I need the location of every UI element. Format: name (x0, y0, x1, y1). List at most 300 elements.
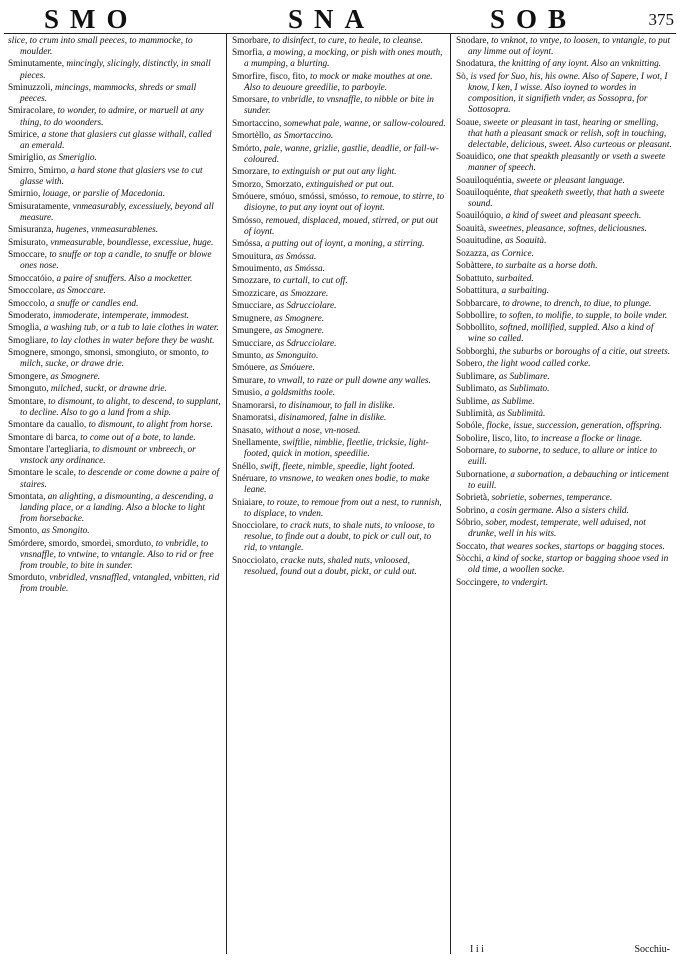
header-center-guide-word: SNA (288, 4, 376, 34)
entry-headword: Smorzare, (232, 167, 270, 178)
entry-headword: Smóssa, (232, 239, 263, 250)
entry-definition: sweete or pleasant in tast, hearing or smelling, that hath a pleasant smack or relish, soft in touching, delectable, delicious, sweet. Also curteous or pleasant. (468, 117, 672, 150)
dictionary-entry (8, 539, 222, 572)
dictionary-entry (456, 470, 672, 492)
dictionary-entry (456, 274, 672, 285)
entry-headword: Smorfire, fisco, fito, (232, 71, 308, 82)
entry-headword: Sóbrio, (456, 518, 484, 529)
dictionary-entry (456, 384, 672, 395)
entry-headword: Sublimità, (456, 409, 495, 420)
entry-headword: Smósso, (232, 215, 264, 226)
entry-headword: Sobattitura, (456, 286, 500, 297)
entry-headword: Smurare, (232, 375, 266, 386)
entry-definition: as Soauità. (505, 236, 547, 247)
entry-definition: a washing tub, or a tub to laie clothes in water. (43, 323, 219, 334)
entry-headword: Soauiloquéntia, (456, 175, 515, 186)
dictionary-entry (456, 211, 672, 222)
entry-definition: to curtall, to cut off. (273, 276, 348, 287)
page-number: 375 (648, 10, 674, 29)
entry-headword: Sobrietà, (456, 493, 490, 504)
entry-headword: Soauiloquénte, (456, 187, 512, 198)
dictionary-entry (456, 152, 672, 174)
entry-headword: Smóuere, (232, 363, 268, 374)
entry-definition: flocke, issue, succession, generation, offspring. (486, 421, 662, 432)
entry-headword: Smouitura, (232, 251, 274, 262)
dictionary-entry (8, 384, 222, 395)
entry-definition: remoued, displaced, moued, stirred, or put out of ioynt. (244, 215, 438, 237)
entry-definition: a mowing, a mocking, or pish with ones mouth, a mumping, a blurting. (244, 48, 443, 70)
dictionary-entry (232, 388, 446, 399)
dictionary-entry (232, 252, 446, 263)
dictionary-entry (232, 144, 446, 166)
entry-headword: Sobbollito, (456, 323, 498, 334)
dictionary-entry (8, 59, 222, 81)
entry-headword: Smirro, Smirno, (8, 165, 69, 176)
page-footer (0, 944, 680, 958)
dictionary-entry (456, 397, 672, 408)
dictionary-entry (232, 462, 446, 473)
entry-headword: Snéruare, (232, 474, 268, 485)
dictionary-entry (232, 119, 446, 130)
entry-headword: Smontata, (8, 491, 46, 502)
entry-definition: vnmeasurably, excessiuely, beyond all measure. (20, 201, 214, 223)
entry-definition: vnmeasurable, boundlesse, excessiue, huge. (50, 237, 214, 248)
entry-headword: Sobero, (456, 359, 485, 370)
dictionary-entry (456, 434, 672, 445)
dictionary-entry (456, 506, 672, 517)
dictionary-entry (232, 180, 446, 191)
entry-definition: to dismount or vnbreech, or vnstock any ordinance. (20, 444, 196, 467)
dictionary-entry (456, 299, 672, 310)
entry-headword: Smontare di barca, (8, 432, 78, 443)
entry-headword: Soauilóquio, (456, 211, 504, 222)
dictionary-entry (232, 264, 446, 275)
entry-headword: Smontare da cauallo, (8, 420, 87, 431)
entry-headword: Snodatura, (456, 59, 497, 70)
dictionary-entry (8, 225, 222, 236)
dictionary-entry (232, 95, 446, 117)
entry-definition: as Sdrucciolare. (275, 301, 337, 312)
dictionary-entry (232, 131, 446, 142)
entry-definition: as Smoccare. (56, 286, 106, 297)
entry-definition: as Smognere. (274, 313, 325, 324)
dictionary-entry (456, 224, 672, 235)
dictionary-entry (8, 250, 222, 272)
entry-definition: to wonder, to admire, or maruell at any thing, to do woonders. (20, 106, 204, 128)
entry-definition: hugenes, vnmeasurablenes. (56, 225, 159, 236)
entry-headword: Smoccare, (8, 250, 47, 261)
dictionary-entry (456, 36, 672, 58)
entry-headword: Smonguto, (8, 384, 49, 395)
entry-definition: a surbaiting. (501, 286, 549, 297)
dictionary-entry (456, 518, 672, 540)
entry-definition: as Cornice. (491, 248, 534, 259)
entry-definition: to suborne, to seduce, to allure or intice to euill. (468, 446, 658, 468)
dictionary-entry (8, 420, 222, 431)
entry-headword: Smoderato, (8, 310, 51, 321)
entry-definition: sweete or pleasant language. (516, 175, 625, 186)
entry-definition: to milch, sucke, or drawe drie. (20, 348, 209, 370)
dictionary-entry (456, 118, 672, 151)
dictionary-entry (456, 554, 672, 576)
entry-definition: a putting out of ioynt, a moning, a stirring. (265, 239, 425, 250)
dictionary-entry (456, 446, 672, 468)
dictionary-entry (8, 274, 222, 285)
entry-headword: Smoccatóio, (8, 273, 55, 284)
dictionary-entry (8, 573, 222, 595)
entry-headword: Sminuzzoli, (8, 82, 53, 93)
entry-headword: Sobrino, (456, 505, 488, 516)
dictionary-entry (8, 492, 222, 525)
catchword: Socchiu- (634, 944, 670, 955)
entry-definition: to disinamour, to fall in dislike. (279, 400, 395, 411)
entry-definition: as Smóssa. (275, 251, 317, 262)
dictionary-entry (232, 363, 446, 374)
entry-headword: Soauità, (456, 223, 487, 234)
entry-headword: Sublimare, (456, 371, 497, 382)
entry-headword: Smogliare, (8, 335, 49, 346)
entry-headword: Smoccolo, (8, 298, 48, 309)
dictionary-entry (232, 289, 446, 300)
entry-definition: cracke nuts, shaled nuts, vnloosed, resolued, found out a doubt, pickt, or culd out. (244, 555, 417, 577)
dictionary-column-1 (8, 36, 222, 942)
entry-definition: as Smozzare. (280, 288, 329, 299)
entry-headword: Smusio, (232, 388, 263, 399)
dictionary-entry (232, 326, 446, 337)
entry-headword: Sobborghi, (456, 346, 497, 357)
entry-definition: a hard stone that glasiers vse to cut glasse with. (20, 165, 203, 187)
entry-headword: Smisurato, (8, 237, 49, 248)
entry-headword: Smognere, smongo, smonsi, smongiuto, or smonto, (8, 348, 200, 359)
dictionary-entry (232, 474, 446, 496)
entry-definition: to drowne, to drench, to diue, to plunge. (502, 298, 652, 309)
dictionary-entry (8, 336, 222, 347)
dictionary-entry (8, 202, 222, 224)
entry-definition: somewhat pale, wanne, or sallow-coloured. (283, 118, 446, 129)
dictionary-entry (456, 359, 672, 370)
entry-definition: as Smognere. (50, 371, 101, 382)
entry-definition: to dismount, to alight from horse. (88, 420, 213, 431)
entry-headword: Smisuranza, (8, 225, 54, 236)
entry-headword: Snocciolare, (232, 520, 279, 531)
entry-definition: softned, mollified, suppled. Also a kind of wine so called. (468, 323, 654, 345)
entry-definition: a snuffe or candles end. (49, 298, 139, 309)
entry-definition: is vsed for Suo, his, his owne. Also of Sapere, I wot, I know, I ken, I wisse. Also ioyned to wordes in composition, it signifieth vnder, as Sossopra, for Sottosopra. (468, 71, 668, 116)
dictionary-entry (8, 445, 222, 467)
dictionary-entry (456, 493, 672, 504)
entry-headword: Snellamente, (232, 438, 281, 449)
dictionary-entry (8, 299, 222, 310)
dictionary-entry (8, 468, 222, 490)
entry-definition: mincings, mammocks, shreds or small peeces. (20, 82, 197, 105)
dictionary-entry (232, 401, 446, 412)
entry-definition: vnbridled, vnsnaffled, vntangled, vnbitten, rid from trouble. (20, 573, 220, 595)
entry-headword: Smongere, (8, 371, 49, 382)
entry-headword: Smorfia, (232, 48, 265, 59)
dictionary-entry (232, 167, 446, 178)
entry-definition: without a nose, vn-nosed. (265, 425, 361, 436)
entry-headword: Smoccolare, (8, 286, 55, 297)
header-right-guide-word: SOB (490, 4, 578, 34)
dictionary-entry (8, 36, 222, 58)
entry-definition: to lay clothes in water before they be washt. (50, 335, 215, 346)
entry-headword: Soccingere, (456, 577, 500, 588)
dictionary-entry (232, 239, 446, 250)
entry-definition: the knitting of any ioynt. Also an vnknitting. (498, 59, 662, 70)
entry-headword: Smontare l'artegliaria, (8, 444, 91, 455)
entry-definition: an alighting, a dismounting, a descending, a landing place, or a landing. Also a blocke to light from horsebacke. (20, 491, 214, 525)
entry-headword: Smórto, (232, 143, 262, 154)
dictionary-entry (8, 130, 222, 152)
entry-definition: milched, suckt, or drawne drie. (50, 384, 167, 395)
entry-definition: a kind of socke, startop or bagging shooe vsed in old time, a woollen socke. (468, 554, 669, 576)
entry-headword: Smiracolare, (8, 106, 56, 117)
dictionary-entry (456, 249, 672, 260)
dictionary-entry (456, 409, 672, 420)
dictionary-entry (232, 301, 446, 312)
entry-headword: Sminutamente, (8, 59, 65, 70)
entry-headword: Smucciare, (232, 301, 274, 312)
dictionary-entry (8, 526, 222, 537)
dictionary-entry (232, 498, 446, 520)
entry-definition: to vnsnowe, to weaken ones bodie, to make leane. (244, 474, 430, 496)
entry-headword: Sò, (456, 71, 469, 82)
entry-definition: sobrietie, sobernes, temperance. (491, 493, 613, 504)
entry-headword: Soauitudine, (456, 236, 503, 247)
entry-definition: a goldsmiths toole. (264, 388, 336, 399)
entry-definition: to dismount, to alight, to descend, to supplant, to decline. Also to go a land from a ship. (20, 396, 221, 418)
dictionary-entry (8, 433, 222, 444)
column-divider-2 (450, 34, 451, 954)
entry-definition: to extinguish or put out any light. (272, 167, 397, 178)
dictionary-entry (456, 347, 672, 358)
dictionary-entry (8, 83, 222, 105)
dictionary-entry (232, 192, 446, 214)
signature-mark: I i i (470, 944, 484, 955)
dictionary-entry (232, 426, 446, 437)
entry-headword: Snéllo, (232, 461, 259, 472)
entry-headword: Sobornare, (456, 446, 497, 457)
entry-headword: Smozzicare, (232, 288, 278, 299)
entry-definition: one that speakth pleasantly or vseth a sweete manner of speech. (468, 152, 666, 174)
dictionary-entry (8, 311, 222, 322)
entry-definition: to rouze, to remoue from out a nest, to runnish, to displace, to vnden. (244, 497, 442, 519)
dictionary-entry (456, 542, 672, 553)
dictionary-entry (232, 438, 446, 460)
dictionary-entry (232, 216, 446, 238)
entry-definition: as Smonguito. (265, 351, 319, 362)
entry-headword: Smontare le scale, (8, 468, 76, 479)
entry-headword: Sòcchi, (456, 554, 484, 565)
entry-definition: extinguished or put out. (305, 179, 395, 190)
dictionary-entry (232, 351, 446, 362)
entry-definition: to soften, to molifie, to supple, to boile vnder. (499, 310, 668, 321)
entry-headword: Smungere, (232, 326, 273, 337)
entry-definition: mincingly, slicingly, distinctly, in small pieces. (20, 59, 211, 81)
entry-definition: to increase a flocke or linage. (531, 433, 643, 444)
dictionary-entry (8, 286, 222, 297)
dictionary-entry (232, 276, 446, 287)
entry-definition: as Smóuere. (269, 363, 315, 374)
column-divider-1 (226, 34, 227, 954)
entry-definition: the light wood called corke. (487, 359, 591, 370)
dictionary-entry (456, 286, 672, 297)
entry-definition: to come out of a bote, to lande. (80, 432, 196, 443)
entry-definition: a paire of snuffers. Also a mocketter. (56, 273, 193, 284)
entry-definition: disinamored, falne in dislike. (278, 413, 387, 424)
entry-definition: louage, or parslie of Macedonia. (42, 189, 166, 200)
entry-definition: the suburbs or boroughs of a citie, out streets. (499, 346, 671, 357)
entry-headword: Smortèllo, (232, 131, 271, 142)
entry-definition: as Sublimare. (498, 371, 550, 382)
entry-definition: to vndergirt. (501, 577, 549, 588)
entry-headword: Sobolire, lisco, lito, (456, 433, 530, 444)
dictionary-entry (456, 261, 672, 272)
dictionary-entry (232, 72, 446, 94)
dictionary-entry (232, 36, 446, 47)
entry-headword: Smirnio, (8, 189, 41, 200)
entry-headword: Smunto, (232, 351, 264, 362)
entry-definition: pale, wanne, grizlie, gastlie, deadlie, or fall-w-coloured. (244, 143, 439, 165)
dictionary-entry (456, 59, 672, 70)
dictionary-entry (232, 521, 446, 554)
entry-headword: Smorbare, (232, 36, 271, 46)
dictionary-entry (232, 339, 446, 350)
entry-headword: Snamorarsi, (232, 400, 277, 411)
entry-definition: to vnbridle, to vnsnaffle, to nibble or bite in sunder. (244, 95, 434, 117)
dictionary-entry (232, 314, 446, 325)
dictionary-entry (8, 153, 222, 164)
entry-headword: Sniaiare, (232, 497, 265, 508)
entry-definition: swiftlie, nimblie, fleetlie, tricksie, light-footed, quick in motion, speedilie. (244, 438, 429, 460)
entry-definition: swift, fleete, nimble, speedie, light footed. (260, 461, 415, 472)
dictionary-entry (456, 72, 672, 116)
dictionary-column-2 (232, 36, 446, 942)
dictionary-entry (456, 188, 672, 210)
entry-headword: Snasato, (232, 425, 264, 436)
entry-definition: to vnknot, to vntye, to loosen, to vntangle, to put any limme out of ioynt. (468, 36, 671, 58)
entry-headword: Smorsare, (232, 95, 270, 106)
entry-headword: Smórdere, smordo, smordei, smorduto, (8, 538, 154, 549)
entry-definition: as Smognere. (274, 326, 325, 337)
entry-definition: a cosin germane. Also a sisters child. (490, 505, 629, 516)
entry-definition: as Smongito. (41, 526, 90, 537)
dictionary-entry (8, 106, 222, 128)
entry-definition: a stone that glasiers cut glasse withall, called an emerald. (20, 129, 212, 151)
entry-definition: a kind of sweet and pleasant speech. (505, 211, 642, 222)
entry-headword: Smoglia, (8, 323, 42, 334)
dictionary-entry (8, 166, 222, 188)
dictionary-entry (456, 323, 672, 345)
entry-headword: Sobóle, (456, 421, 485, 432)
entry-definition: to crack nuts, to shale nuts, to vnloose, to resolue, to finde out a doubt, to pick or cull out, to rid, to vntangle. (244, 520, 435, 554)
entry-definition: a subornation, a debauching or inticement to euill. (468, 469, 669, 491)
entry-definition: immoderate, intemperate, immodest. (52, 310, 190, 321)
entry-headword: Sozazza, (456, 248, 489, 259)
entry-definition: that speaketh sweetly, that hath a sweete sound. (468, 187, 665, 209)
entry-headword: Sublime, (456, 396, 490, 407)
dictionary-entry (8, 238, 222, 249)
dictionary-entry (456, 372, 672, 383)
entry-definition: as Smóssa. (284, 263, 325, 274)
entry-definition: to disinfect, to cure, to heale, to cleanse. (272, 36, 423, 46)
entry-definition: that weares sockes, startops or bagging stoces. (490, 541, 665, 552)
dictionary-entry (456, 578, 672, 589)
dictionary-entry (456, 311, 672, 322)
entry-headword: Smisuratamente, (8, 201, 71, 212)
dictionary-column-3 (456, 36, 672, 942)
entry-headword: Smirice, (8, 129, 40, 140)
entry-headword: Smontare, (8, 396, 46, 407)
header-rule (4, 33, 676, 34)
running-header (0, 4, 680, 34)
dictionary-entry (232, 48, 446, 70)
entry-definition: as Smortaccino. (273, 131, 334, 142)
entry-definition: sweetnes, pleasance, softnes, deliciousnes. (488, 223, 647, 234)
dictionary-entry (8, 397, 222, 419)
dictionary-entry (456, 421, 672, 432)
dictionary-entry (456, 236, 672, 247)
entry-headword: Sobattuto, (456, 273, 494, 284)
dictionary-entry (8, 348, 222, 370)
entry-definition: to vnwall, to raze or pull downe any walles. (268, 375, 431, 386)
dictionary-entry (232, 556, 446, 578)
entry-headword: Soccato, (456, 541, 488, 552)
entry-definition: to mock or make mouthes at one. Also to deuoure greedilie, to parboyle. (244, 71, 433, 93)
entry-headword: Smiriglio, (8, 153, 46, 164)
entry-headword: Soauidico, (456, 152, 496, 163)
entry-headword: Sobàttere, (456, 261, 494, 272)
entry-definition: to remoue, to stirre, to disioyne, to put any ioynt out of ioynt. (244, 192, 445, 214)
entry-headword: Smóuere, smóuo, smóssi, smósso, (232, 192, 359, 203)
entry-headword: Subornatione, (456, 469, 508, 480)
entry-headword: Smorduto, (8, 573, 47, 584)
entry-definition: slice, to crum into small peeces, to mammocke, to moulder. (8, 36, 193, 58)
dictionary-entry (232, 376, 446, 387)
dictionary-entry (8, 372, 222, 383)
entry-headword: Smorzo, Smorzato, (232, 179, 304, 190)
header-left-guide-word: SMO (44, 4, 139, 34)
dictionary-entry (456, 176, 672, 187)
entry-definition: sober, modest, temperate, well aduised, not drunke, well in his wits. (468, 518, 646, 540)
dictionary-entry (8, 189, 222, 200)
entry-definition: as Sublime. (491, 396, 535, 407)
entry-headword: Smonto, (8, 526, 40, 537)
entry-definition: to descende or come downe a paire of staires. (20, 468, 220, 490)
entry-definition: as Smeriglio. (47, 153, 97, 164)
entry-headword: Smozzare, (232, 276, 271, 287)
entry-headword: Soaue, (456, 117, 482, 128)
entry-definition: as Sublimità. (496, 409, 546, 420)
dictionary-entry (232, 413, 446, 424)
entry-headword: Sobbarcare, (456, 298, 501, 309)
entry-headword: Smouimento, (232, 263, 282, 274)
entry-headword: Smucciare, (232, 338, 274, 349)
entry-headword: Snocciolato, (232, 555, 279, 566)
entry-definition: as Sublimato. (498, 384, 550, 395)
entry-definition: to surbaite as a horse doth. (495, 261, 598, 272)
entry-definition: surbaited. (496, 273, 534, 284)
entry-headword: Sobbollire, (456, 310, 498, 321)
entry-headword: Smortaccino, (232, 118, 282, 129)
entry-definition: to snuffe or top a candle, to snuffe or blowe ones nose. (20, 250, 212, 272)
entry-definition: to vnbridle, to vnsnaffle, to vntwine, to vntangle. Also to rid or free from trouble, to bite in sunder. (20, 538, 214, 571)
entry-headword: Snodare, (456, 36, 489, 46)
entry-headword: Sublimato, (456, 384, 497, 395)
entry-definition: as Sdrucciolare. (275, 338, 337, 349)
entry-headword: Snamoratsi, (232, 413, 277, 424)
entry-headword: Smugnere, (232, 313, 273, 324)
